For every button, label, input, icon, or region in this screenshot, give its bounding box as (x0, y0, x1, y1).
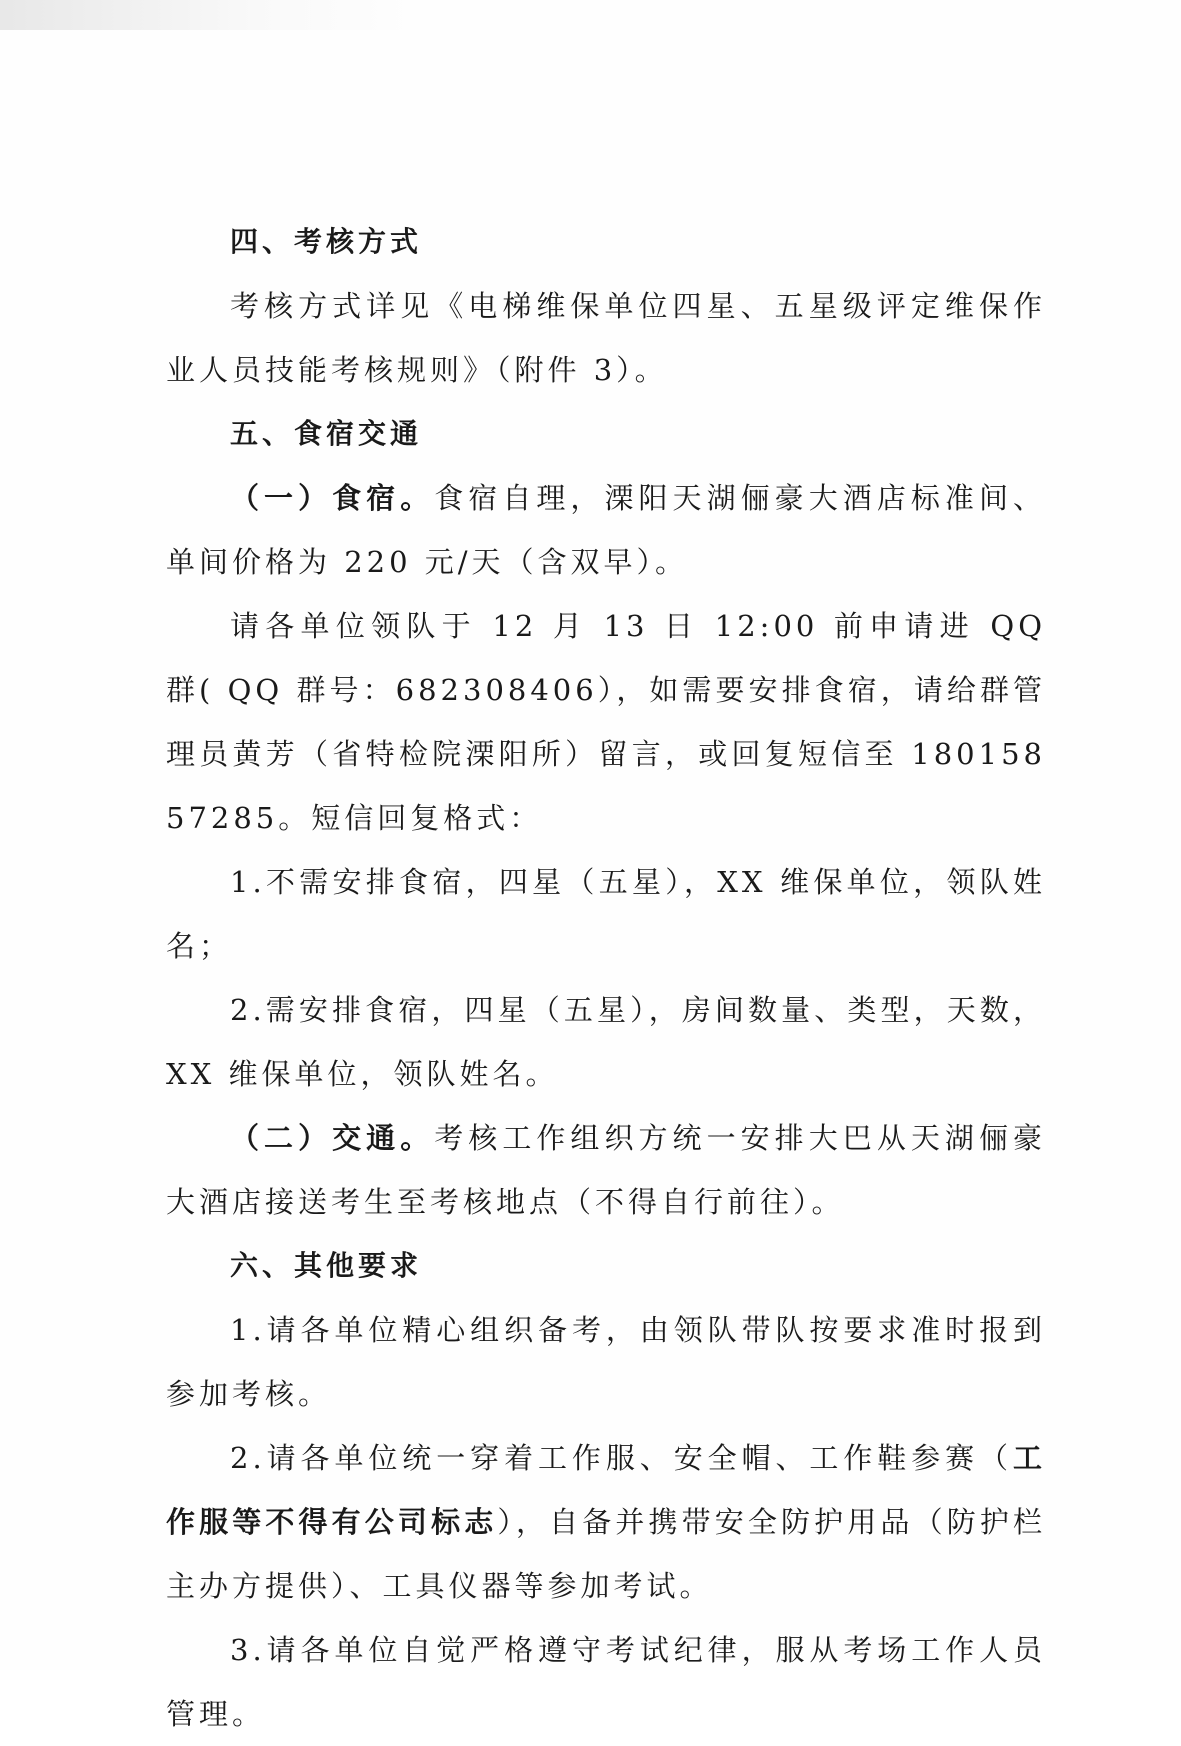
accommodation-text: 食宿自理，溧阳天湖俪豪大酒店标准间、单间价格为 220 元/天（含双早）。 (166, 481, 1046, 579)
paragraph-reply-format-2: 2.需安排食宿，四星（五星），房间数量、类型，天数，XX 维保单位，领队姓名。 (166, 993, 1046, 1091)
transport-lead: （二）交通。 (230, 1121, 435, 1155)
paragraph-reply-format-1: 1.不需安排食宿，四星（五星），XX 维保单位，领队姓名； (166, 865, 1046, 963)
document-body (166, 210, 1046, 1746)
section-heading-4: 四、考核方式 (230, 225, 423, 258)
requirement-2-text-a: 2.请各单位统一穿着工作服、安全帽、工作鞋参赛（ (230, 1441, 1013, 1475)
paragraph-requirement-2 (166, 1426, 1046, 1618)
paragraph-requirement-1: 1.请各单位精心组织备考，由领队带队按要求准时报到参加考核。 (166, 1313, 1046, 1411)
paragraph-requirement-3: 3.请各单位自觉严格遵守考试纪律，服从考场工作人员管理。 (166, 1633, 1046, 1731)
section-heading-6: 六、其他要求 (230, 1249, 423, 1282)
accommodation-lead: （一）食宿。 (230, 481, 435, 515)
paragraph-qq-group: 请各单位领队于 12 月 13 日 12:00 前申请进 QQ 群( QQ 群号：682308406），如需要安排食宿，请给群管理员黄芳（省特检院溧阳所）留言，或回复短信至 18015857285。短信回复格式： (166, 609, 1046, 835)
paragraph-transport (166, 1106, 1046, 1234)
paragraph-accommodation (166, 466, 1046, 594)
transport-text: 考核工作组织方统一安排大巴从天湖俪豪大酒店接送考生至考核地点（不得自行前往）。 (166, 1121, 1046, 1219)
paragraph-assessment-method: 考核方式详见《电梯维保单位四星、五星级评定维保作业人员技能考核规则》（附件 3）。 (166, 289, 1046, 387)
requirement-2-bold: 工作服等不得有公司标志 (166, 1441, 1046, 1539)
section-heading-5: 五、食宿交通 (230, 417, 423, 450)
scan-artifact (0, 0, 420, 30)
requirement-2-text-b: ），自备并携带安全防护用品（防护栏主办方提供）、工具仪器等参加考试。 (166, 1505, 1046, 1603)
